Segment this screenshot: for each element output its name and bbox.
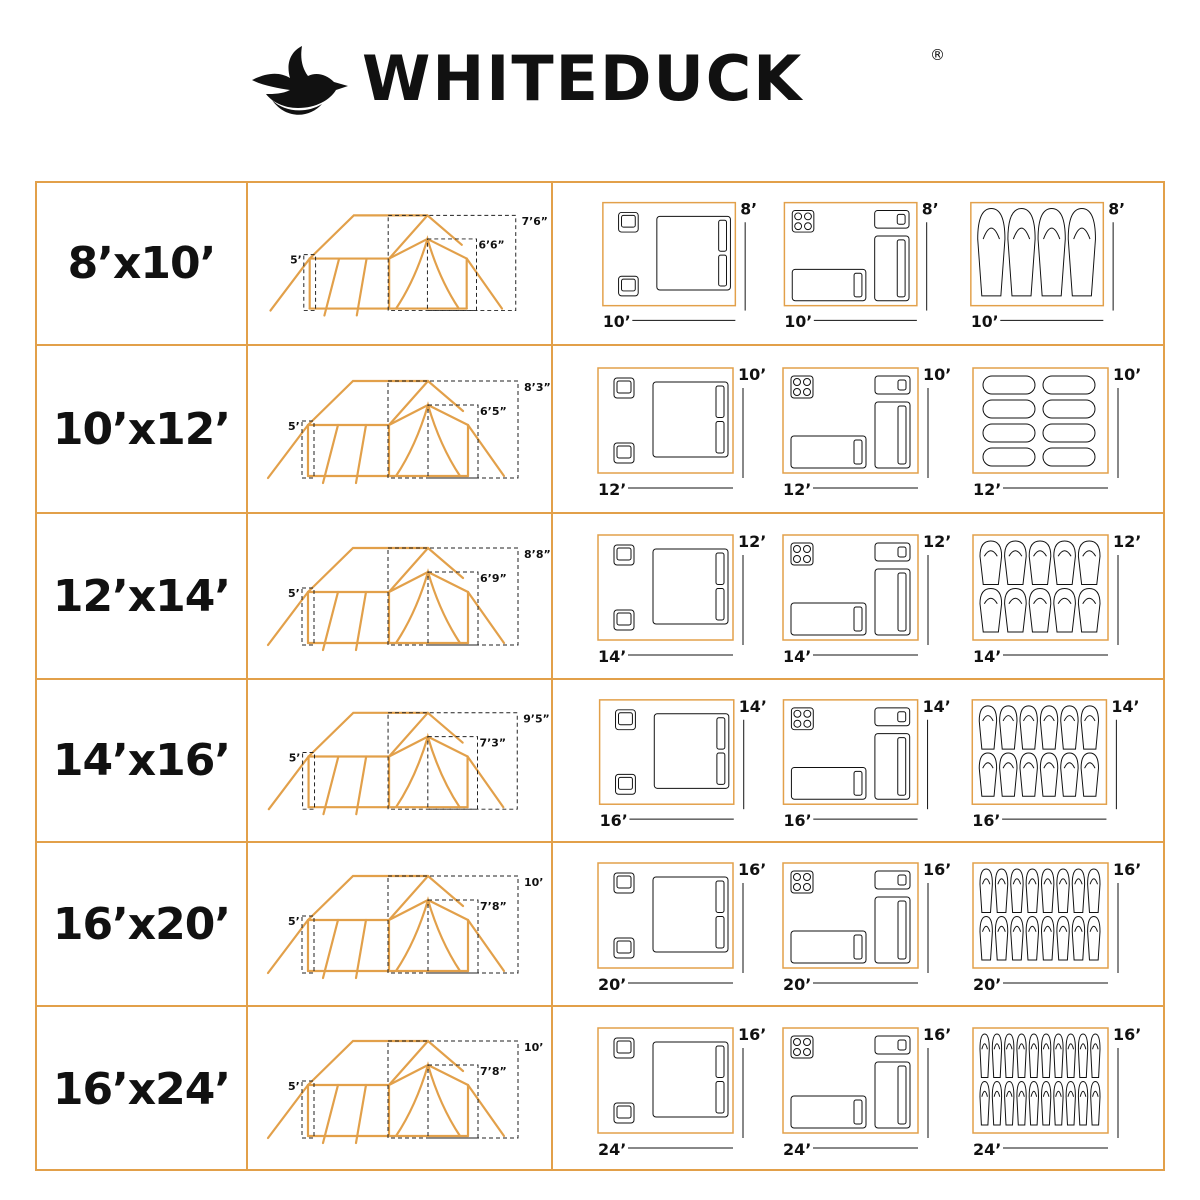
depth-dimension-label: 16’ xyxy=(738,860,767,879)
width-dimension-label: 24’ xyxy=(973,1140,1002,1159)
peak-height-label: 8’3” xyxy=(524,381,551,394)
width-dimension-label: 16’ xyxy=(783,811,812,831)
depth-dimension-label: 16’ xyxy=(923,1025,952,1044)
tent-diagram xyxy=(268,548,551,650)
peak-height-label: 7’6” xyxy=(521,215,548,229)
floor-plan-sleeping-bags xyxy=(972,697,1139,830)
tent-diagram-svg xyxy=(248,346,551,510)
width-dimension-label: 20’ xyxy=(598,975,627,994)
size-row xyxy=(37,512,1163,678)
depth-dimension-label: 16’ xyxy=(1113,1025,1142,1044)
size-row xyxy=(37,841,1163,1005)
floor-plans-svg xyxy=(553,843,1163,1003)
tent-size-label: 16’x20’ xyxy=(52,898,231,950)
tent-diagram xyxy=(268,1041,544,1143)
width-dimension-label: 16’ xyxy=(972,811,1001,831)
brand-logo xyxy=(250,42,950,122)
tent-diagram-svg xyxy=(248,843,548,1003)
depth-dimension-label: 16’ xyxy=(923,860,952,879)
depth-dimension-label: 8’ xyxy=(740,199,758,219)
depth-dimension-label: 16’ xyxy=(738,1025,767,1044)
width-dimension-label: 14’ xyxy=(783,647,812,666)
size-cell xyxy=(37,1007,248,1171)
tent-diagram-cell xyxy=(248,680,553,841)
width-dimension-label: 20’ xyxy=(973,975,1002,994)
floor-plan-furniture-bed xyxy=(600,697,767,830)
width-dimension-label: 12’ xyxy=(598,480,627,499)
wall-height-label: 5’ xyxy=(288,587,300,600)
depth-dimension-label: 10’ xyxy=(923,365,952,384)
floor-plans-cell xyxy=(553,1007,1163,1171)
floor-plan-furniture-bed xyxy=(598,365,766,499)
tent-diagram xyxy=(270,215,547,315)
floor-plan-furniture-bed xyxy=(598,532,766,666)
width-dimension-label: 10’ xyxy=(970,312,999,332)
size-row xyxy=(37,344,1163,512)
depth-dimension-label: 8’ xyxy=(1108,199,1126,219)
tent-diagram xyxy=(269,713,550,814)
wall-height-label: 5’ xyxy=(288,915,300,928)
floor-plan-kitchen-cots xyxy=(783,365,951,499)
brand-wordmark: WHITEDUCK xyxy=(362,42,804,115)
door-height-label: 7’8” xyxy=(480,900,507,913)
size-cell xyxy=(37,680,248,841)
floor-plan-furniture-bed xyxy=(603,199,757,331)
peak-height-label: 10’ xyxy=(524,1041,544,1054)
door-height-label: 7’8” xyxy=(480,1065,507,1078)
peak-height-label: 9’5” xyxy=(523,712,550,726)
floor-plan-sleeping-bags xyxy=(971,199,1125,331)
tent-size-label: 14’x16’ xyxy=(52,735,231,786)
floor-plans-svg xyxy=(553,1007,1163,1169)
tent-diagram-svg xyxy=(248,514,551,676)
depth-dimension-label: 10’ xyxy=(1113,365,1142,384)
depth-dimension-label: 12’ xyxy=(1113,532,1142,551)
tent-diagram xyxy=(268,876,544,978)
tent-diagram-svg xyxy=(248,1007,548,1169)
size-row xyxy=(37,183,1163,344)
tent-diagram-svg xyxy=(248,183,548,340)
floor-plan-furniture-bed xyxy=(598,1025,766,1159)
size-cell xyxy=(37,183,248,344)
depth-dimension-label: 8’ xyxy=(921,199,939,219)
tent-diagram-cell xyxy=(248,514,553,678)
floor-plans-cell xyxy=(553,183,1163,344)
size-row xyxy=(37,678,1163,841)
width-dimension-label: 10’ xyxy=(784,312,813,332)
tent-diagram-cell xyxy=(248,346,553,512)
peak-height-label: 8’8” xyxy=(524,548,551,561)
floor-plans-cell xyxy=(553,843,1163,1005)
width-dimension-label: 14’ xyxy=(598,647,627,666)
floor-plan-kitchen-cots xyxy=(784,199,938,331)
wall-height-label: 5’ xyxy=(290,253,302,267)
floor-plan-kitchen-cots xyxy=(783,532,951,666)
tent-diagram xyxy=(268,381,551,483)
tent-size-label: 16’x24’ xyxy=(52,1063,231,1115)
floor-plans-cell xyxy=(553,680,1163,841)
tent-diagram-svg xyxy=(248,680,548,839)
door-height-label: 6’6” xyxy=(478,238,505,252)
depth-dimension-label: 14’ xyxy=(738,696,767,716)
floor-plan-kitchen-cots xyxy=(783,860,951,994)
door-height-label: 7’3” xyxy=(479,736,507,750)
depth-dimension-label: 12’ xyxy=(923,532,952,551)
peak-height-label: 10’ xyxy=(524,876,544,889)
width-dimension-label: 24’ xyxy=(598,1140,627,1159)
tent-size-label: 12’x14’ xyxy=(52,570,231,622)
size-cell xyxy=(37,843,248,1005)
depth-dimension-label: 10’ xyxy=(738,365,767,384)
tent-diagram-cell xyxy=(248,843,553,1005)
door-height-label: 6’9” xyxy=(480,572,507,585)
floor-plan-sleeping-bags xyxy=(973,860,1141,994)
width-dimension-label: 24’ xyxy=(783,1140,812,1159)
wall-height-label: 5’ xyxy=(288,1080,300,1093)
door-height-label: 6’5” xyxy=(480,405,507,418)
floor-plan-furniture-bed xyxy=(598,860,766,994)
wall-height-label: 5’ xyxy=(288,420,300,433)
tent-diagram-cell xyxy=(248,183,553,344)
width-dimension-label: 12’ xyxy=(973,480,1002,499)
tent-diagram-cell xyxy=(248,1007,553,1171)
floor-plans-svg xyxy=(553,514,1163,676)
floor-plans-cell xyxy=(553,346,1163,512)
tent-size-label: 10’x12’ xyxy=(52,403,231,455)
depth-dimension-label: 14’ xyxy=(1111,696,1140,716)
floor-plans-svg xyxy=(553,346,1163,510)
depth-dimension-label: 12’ xyxy=(738,532,767,551)
size-chart-table xyxy=(35,181,1165,1171)
depth-dimension-label: 14’ xyxy=(922,696,951,716)
tent-size-label: 8’x10’ xyxy=(67,238,216,289)
duck-icon xyxy=(250,42,355,122)
floor-plan-kitchen-cots xyxy=(783,697,950,830)
width-dimension-label: 10’ xyxy=(602,312,631,332)
floor-plans-svg xyxy=(553,680,1163,839)
width-dimension-label: 12’ xyxy=(783,480,812,499)
size-cell xyxy=(37,514,248,678)
floor-plans-svg xyxy=(553,183,1163,340)
floor-plan-sleeping-bags xyxy=(973,1025,1141,1159)
width-dimension-label: 14’ xyxy=(973,647,1002,666)
wall-height-label: 5’ xyxy=(288,751,301,765)
floor-plan-kitchen-cots xyxy=(783,1025,951,1159)
floor-plan-sleeping-bags xyxy=(973,365,1141,499)
floor-plan-sleeping-bags xyxy=(973,532,1141,666)
size-row xyxy=(37,1005,1163,1171)
size-cell xyxy=(37,346,248,512)
depth-dimension-label: 16’ xyxy=(1113,860,1142,879)
width-dimension-label: 16’ xyxy=(599,811,628,831)
width-dimension-label: 20’ xyxy=(783,975,812,994)
floor-plans-cell xyxy=(553,514,1163,678)
registered-mark: ® xyxy=(930,46,945,64)
